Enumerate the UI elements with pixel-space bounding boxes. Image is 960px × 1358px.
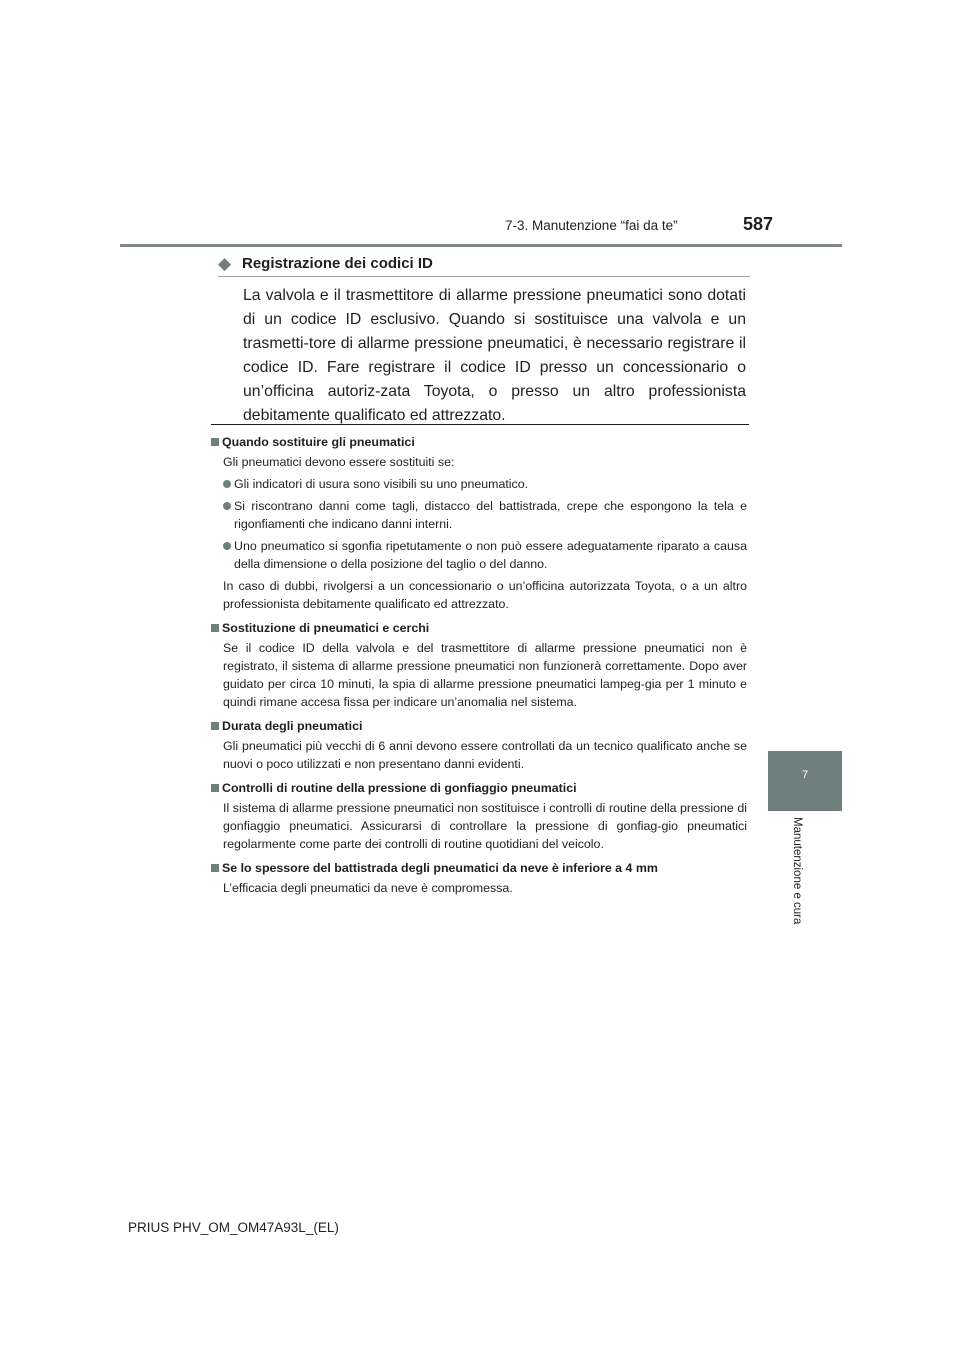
note-heading-snow-tires: Se lo spessore del battistrada degli pneumatici da neve è inferiore a 4 mm [211,859,747,877]
square-bullet-icon [211,624,219,632]
chapter-number: 7 [801,769,809,781]
notes-section [211,433,747,901]
subsection-paragraph: La valvola e il trasmettitore di allarme pressione pneumatici sono dotati di un codice ID esclusivo. Quando si sostituisce una valvola e un trasmetti-tore di allarme pressione pneumatici, è necessario registrare il codice ID. Fare registrare il codice ID presso un concessionario o un’officina autoriz-zata Toyota, o presso un altro professionista debitamente qualificato ed attrezzato. [243,287,746,424]
chapter-tab [768,751,842,811]
list-item: Uno pneumatico si sgonfia ripetutamente o non può essere adeguatamente riparato a causa della dimensione o della posizione del taglio o del danno. [211,537,747,573]
header-divider [120,244,842,247]
section-title: 7-3. Manutenzione “fai da te” [505,218,678,233]
note-heading-when-replace: Quando sostituire gli pneumatici [211,433,747,451]
diamond-icon: ◆ [218,254,232,273]
note-text: Il sistema di allarme pressione pneumatici non sostituisce i controlli di routine della pressione di gonfiaggio pneumatici. Assicurarsi di controllare la pressione di gonfiag-gio pneumatici regolarmente come parte dei controlli di routine quotidiani del veicolo. [223,801,747,851]
round-bullet-icon [223,542,231,550]
page-number: 587 [743,214,774,234]
manual-id: PRIUS PHV_OM_OM47A93L_(EL) [128,1220,339,1235]
note-heading-routine-checks: Controlli di routine della pressione di gonfiaggio pneumatici [211,779,747,797]
square-bullet-icon [211,722,219,730]
note-text: Gli pneumatici devono essere sostituiti se: [223,455,455,469]
square-bullet-icon [211,438,219,446]
note-text: Gli pneumatici più vecchi di 6 anni devono essere controllati da un tecnico qualificato anche se nuovi o poco utilizzati e non presentano danni evidenti. [223,739,747,771]
note-text: L’efficacia degli pneumatici da neve è compromessa. [223,881,513,895]
subsection-heading [218,252,750,277]
note-text: In caso di dubbi, rivolgersi a un concessionario o un’officina autorizzata Toyota, o a un altro professionista debitamente qualificato ed attrezzato. [223,579,747,611]
chapter-title: Manutenzione e cura [791,817,803,925]
round-bullet-icon [223,502,231,510]
list-item: Gli indicatori di usura sono visibili su uno pneumatico. [211,475,747,493]
round-bullet-icon [223,480,231,488]
subsection-heading-text: Registrazione dei codici ID [242,255,433,272]
square-bullet-icon [211,784,219,792]
note-text: Se il codice ID della valvola e del trasmettitore di allarme pressione pneumatici non è registrato, il sistema di allarme pressione pneumatici non funzionerà correttamente. Dopo aver guidato per circa 10 minuti, la spia di allarme pressione pneumatici lampeg-gia per 1 minuto e quindi rimane accesa fissa per indicare un’anomalia nel sistema. [223,641,747,709]
square-bullet-icon [211,864,219,872]
chapter-title-vertical [787,817,807,977]
note-heading-replace-tires-wheels: Sostituzione di pneumatici e cerchi [211,619,747,637]
list-item: Si riscontrano danni come tagli, distacco del battistrada, crepe che espongono la tela e rigonfiamenti che indicano danni interni. [211,497,747,533]
section-divider [211,424,749,425]
note-heading-tire-life: Durata degli pneumatici [211,717,747,735]
